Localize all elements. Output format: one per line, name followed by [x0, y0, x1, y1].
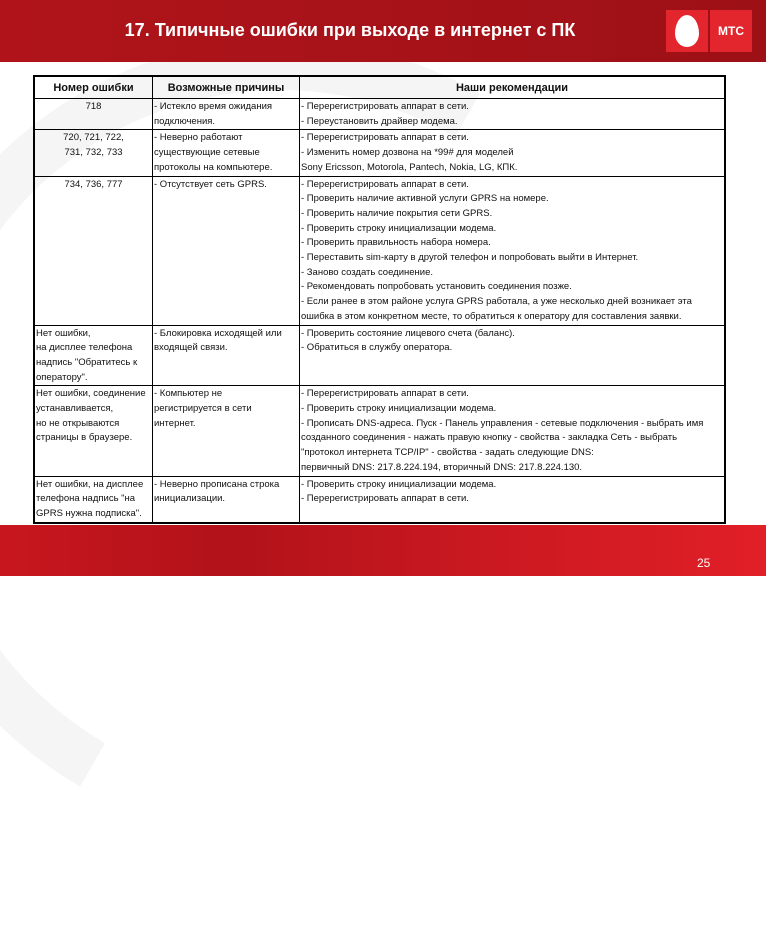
header-recommendations: Наши рекомендации [299, 77, 724, 98]
cell-line: подключения. [154, 115, 216, 127]
cell-line: - Проверить наличие активной услуги GPRS на номере. [301, 193, 549, 205]
cell-line: - Обратиться в службу оператора. [301, 342, 453, 354]
table-header-row [35, 77, 724, 98]
cell-line: - Перерегистрировать аппарат в сети. [301, 493, 469, 505]
header-error-code: Номер ошибки [53, 81, 134, 94]
cell-line: GPRS нужна подписка". [36, 507, 142, 519]
table-row [35, 476, 724, 522]
cell-line: на дисплее телефона [36, 342, 133, 354]
cell-line: - Проверить правильность набора номера. [301, 237, 491, 249]
cell-line: созданного соединения - нажать правую кнопку - свойства - закладка Сеть - выбрать [301, 432, 678, 444]
cell-line: - Истекло время ожидания [154, 101, 273, 112]
cell-line: ошибка в этом конкретном месте, то обратиться к оператору для составления заявки. [301, 310, 682, 322]
table-row [35, 325, 724, 386]
cell-line: - Перерегистрировать аппарат в сети. [301, 132, 469, 144]
page-title: 17. Типичные ошибки при выходе в интернет с ПК [124, 20, 576, 40]
cell-line: - Рекомендовать попробовать установить соединения позже. [301, 281, 572, 293]
cell-line: страницы в браузере. [36, 432, 133, 444]
cell-line: устанавливается, [36, 403, 114, 415]
cell-line: существующие сетевые [154, 147, 260, 159]
cell-line: Нет ошибки, [36, 327, 91, 339]
cell-line: протоколы на компьютере. [154, 161, 273, 173]
cause-cell [152, 477, 299, 522]
table-row [35, 385, 724, 475]
cell-line: инициализации. [154, 493, 226, 505]
cell-line: регистрируется в сети [154, 403, 252, 415]
cell-line: входящей связи. [154, 342, 228, 354]
cell-line: Нет ошибки, соединение [36, 388, 146, 400]
table-row [35, 98, 724, 129]
page-number: 25 [697, 556, 711, 570]
cell-line: - Компьютер не [154, 388, 223, 400]
cell-line: - Переставить sim-карту в другой телефон и попробовать выйти в Интернет. [301, 252, 639, 264]
cell-line: 734, 736, 777 [64, 178, 123, 190]
error-code-cell [35, 477, 152, 522]
cause-cell [152, 177, 299, 325]
cell-line: надпись "Обратитесь к [36, 356, 138, 368]
cell-line: - Изменить номер дозвона на *99# для моделей [301, 147, 514, 159]
recommendation-cell [299, 386, 724, 475]
recommendation-cell [299, 477, 724, 522]
cell-line: - Проверить строку инициализации модема. [301, 478, 497, 490]
footer-bar [0, 525, 766, 576]
error-code-cell [35, 177, 152, 325]
cell-line: - Проверить состояние лицевого счета (баланс). [301, 327, 515, 339]
cell-line: - Переустановить драйвер модема. [301, 115, 458, 127]
error-code-cell [35, 99, 152, 129]
logo-text: МТС [710, 10, 752, 52]
recommendation-cell [299, 130, 724, 175]
table-row [35, 129, 724, 175]
cell-line: - Неверно работают [154, 132, 243, 144]
cell-line: - Неверно прописана строка [154, 478, 280, 490]
cell-line: - Проверить наличие покрытия сети GPRS. [301, 207, 493, 219]
errors-table [33, 75, 726, 524]
cause-cell [152, 99, 299, 129]
header-bar [0, 0, 766, 62]
cell-line: - Проверить строку инициализации модема. [301, 222, 497, 234]
cause-cell [152, 386, 299, 475]
cause-cell [152, 130, 299, 175]
cell-line: - Перерегистрировать аппарат в сети. [301, 101, 469, 112]
cell-line: "протокол интернета TCP/IP" - свойства - задать следующие DNS: [301, 447, 594, 459]
cell-line: но не открываются [36, 417, 120, 429]
recommendation-cell [299, 177, 724, 325]
recommendation-cell [299, 99, 724, 129]
cell-line: - Перерегистрировать аппарат в сети. [301, 178, 469, 190]
cell-line: - Проверить строку инициализации модема. [301, 403, 497, 415]
cell-line: - Заново создать соединение. [301, 266, 434, 278]
cell-line: - Блокировка исходящей или [154, 327, 282, 339]
cell-line: - Отсутствует сеть GPRS. [154, 178, 267, 190]
cell-line: Нет ошибки, на дисплее [36, 478, 144, 490]
error-code-cell [35, 326, 152, 386]
cell-line: Sony Ericsson, Motorola, Pantech, Nokia, LG, КПК. [301, 161, 518, 173]
cell-line: 718 [85, 101, 102, 112]
cell-line: - Если ранее в этом районе услуга GPRS работала, а уже несколько дней возникает эта [301, 296, 692, 308]
cell-line: - Перерегистрировать аппарат в сети. [301, 388, 469, 400]
error-code-cell [35, 130, 152, 175]
header-causes: Возможные причины [152, 77, 299, 98]
recommendation-cell [299, 326, 724, 386]
cell-line: оператору". [36, 371, 88, 383]
cell-line: первичный DNS: 217.8.224.194, вторичный DNS: 217.8.224.130. [301, 461, 583, 473]
table-row [35, 176, 724, 325]
cause-cell [152, 326, 299, 386]
cell-line: 720, 721, 722, [63, 132, 124, 144]
mts-logo [666, 10, 752, 52]
cell-line: интернет. [154, 417, 196, 429]
cell-line: 731, 732, 733 [64, 147, 123, 159]
error-code-cell [35, 386, 152, 475]
cell-line: телефона надпись "на [36, 493, 136, 505]
cell-line: - Прописать DNS-адреса. Пуск - Панель управления - сетевые подключения - выбрать имя [301, 417, 704, 429]
egg-icon [666, 10, 708, 52]
